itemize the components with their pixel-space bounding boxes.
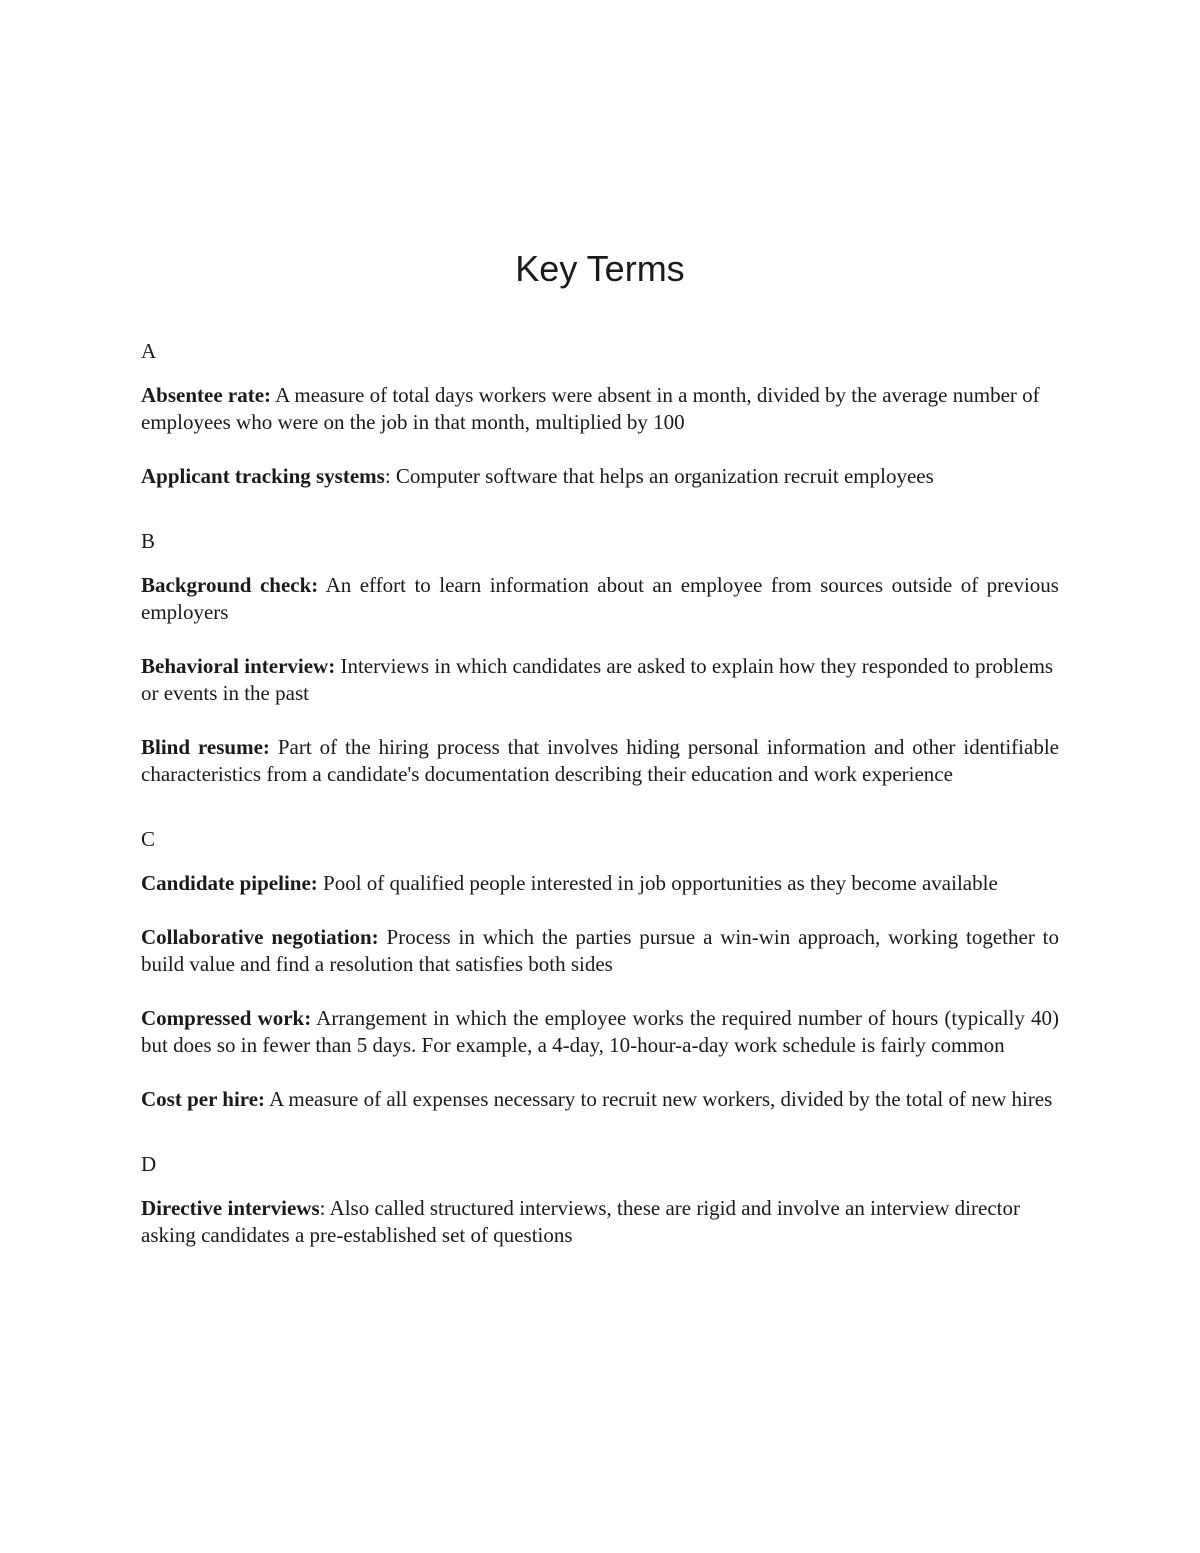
term-name: Directive interviews xyxy=(141,1196,320,1220)
section-letter: B xyxy=(141,529,156,553)
term-name: Background check: xyxy=(141,573,319,597)
section-letter: A xyxy=(141,339,157,363)
term-definition: Part of the hiring process that involves hiding personal information and other identifiable characteristics from a candidate's documentation describing their education and work experience xyxy=(141,735,1059,786)
term-background-check xyxy=(141,572,1059,626)
term-behavioral-interview xyxy=(141,653,1059,707)
section-letter: C xyxy=(141,827,156,851)
term-name: Cost per hire: xyxy=(141,1087,266,1111)
term-candidate-pipeline xyxy=(141,870,1059,897)
term-definition: Interviews in which candidates are asked to explain how they responded to problems or events in the past xyxy=(141,654,1054,705)
term-name: Compressed work: xyxy=(141,1006,312,1030)
section-a xyxy=(141,338,1059,490)
term-name: Behavioral interview: xyxy=(141,654,336,678)
page-title: Key Terms xyxy=(515,248,685,289)
section-d xyxy=(141,1151,1059,1249)
term-definition: Process in which the parties pursue a win-win approach, working together to build value and find a resolution that satisfies both sides xyxy=(141,925,1059,976)
term-absentee-rate xyxy=(141,382,1059,436)
term-blind-resume xyxy=(141,734,1059,788)
term-applicant-tracking-systems xyxy=(141,463,1059,490)
term-definition: : Also called structured interviews, these are rigid and involve an interview director asking candidates a pre-established set of questions xyxy=(141,1196,1020,1247)
term-definition: A measure of all expenses necessary to recruit new workers, divided by the total of new hires xyxy=(265,1087,1053,1111)
term-definition: A measure of total days workers were absent in a month, divided by the average number of employees who were on the job in that month, multiplied by 100 xyxy=(141,383,1040,434)
term-name: Blind resume: xyxy=(141,735,270,759)
term-definition: An effort to learn information about an employee from sources outside of previous employers xyxy=(141,573,1059,624)
section-c xyxy=(141,826,1059,1113)
term-definition: : Computer software that helps an organization recruit employees xyxy=(384,464,934,488)
term-name: Candidate pipeline: xyxy=(141,871,318,895)
term-compressed-work xyxy=(141,1005,1059,1059)
term-name: Absentee rate: xyxy=(141,383,272,407)
section-b xyxy=(141,528,1059,788)
term-name: Applicant tracking systems xyxy=(141,464,385,488)
section-letter: D xyxy=(141,1152,157,1176)
glossary xyxy=(141,338,1059,1276)
term-collaborative-negotiation xyxy=(141,924,1059,978)
term-cost-per-hire xyxy=(141,1086,1059,1113)
term-definition: Pool of qualified people interested in job opportunities as they become available xyxy=(317,871,998,895)
term-name: Collaborative negotiation: xyxy=(141,925,379,949)
term-directive-interviews xyxy=(141,1195,1059,1249)
term-definition: Arrangement in which the employee works the required number of hours (typically 40) but does so in fewer than 5 days. For example, a 4-day, 10-hour-a-day work schedule is fairly common xyxy=(141,1006,1059,1057)
